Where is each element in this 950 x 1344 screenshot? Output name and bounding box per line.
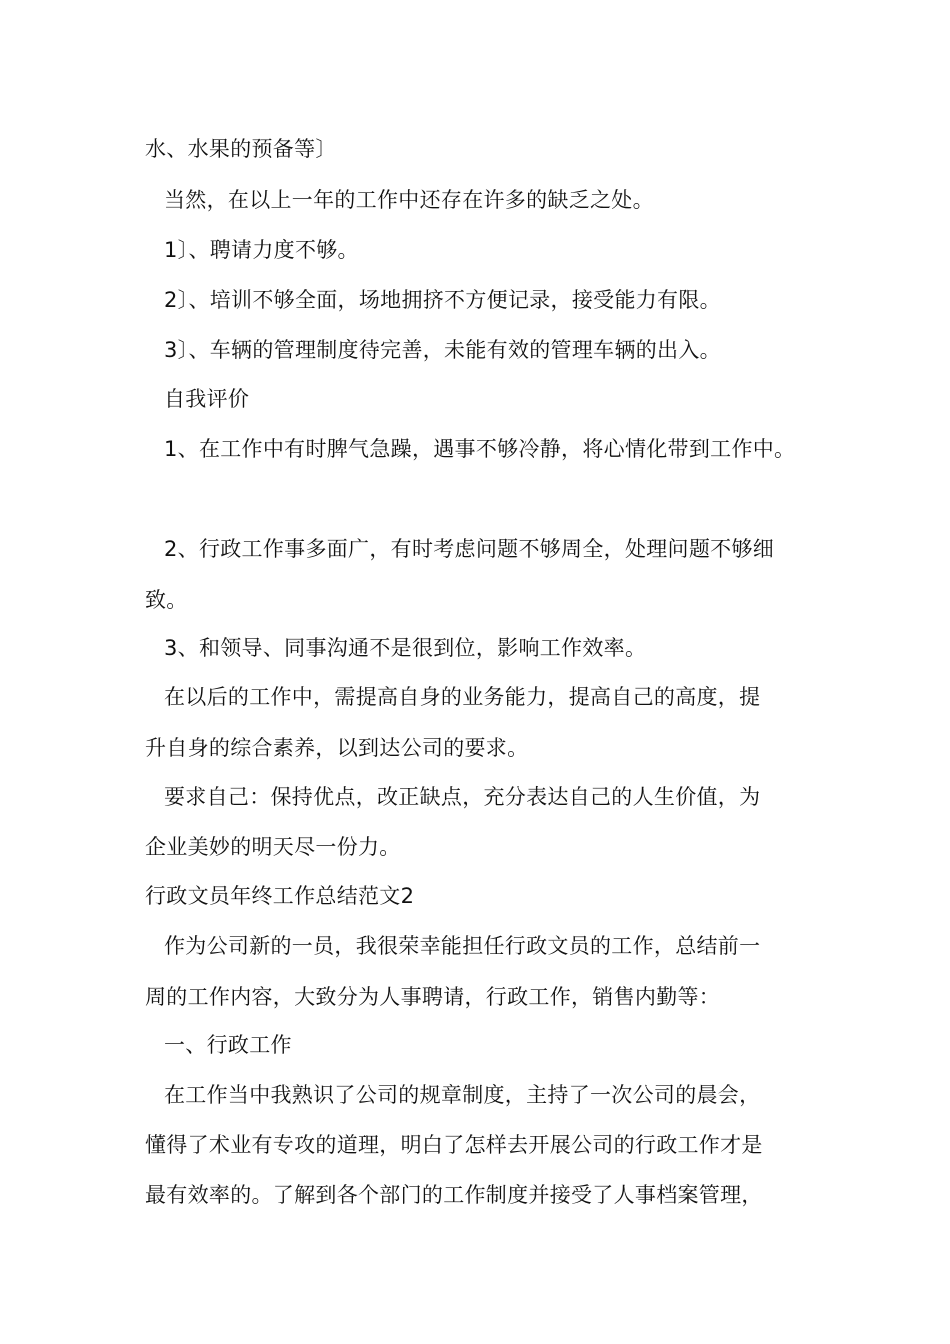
text-line: 水、水果的预备等〕 xyxy=(145,137,337,161)
section-heading: 自我评价 xyxy=(164,387,250,411)
text-line: 在工作当中我熟识了公司的规章制度，主持了一次公司的晨会， xyxy=(164,1083,761,1107)
list-item: 1〕、聘请力度不够。 xyxy=(164,238,359,262)
list-item: 3〕、车辆的管理制度待完善，未能有效的管理车辆的出入。 xyxy=(164,338,721,362)
text-line: 作为公司新的一员，我很荣幸能担任行政文员的工作，总结前一 xyxy=(164,934,761,958)
text-line: 要求自己：保持优点，改正缺点，充分表达自己的人生价值，为 xyxy=(164,785,761,809)
list-item: 2〕、培训不够全面，场地拥挤不方便记录，接受能力有限。 xyxy=(164,288,721,312)
text-line: 企业美妙的明天尽一份力。 xyxy=(145,835,401,859)
text-line: 升自身的综合素养，以到达公司的要求。 xyxy=(145,736,529,760)
list-item: 3、和领导、同事沟通不是很到位，影响工作效率。 xyxy=(164,636,647,660)
text-line: 在以后的工作中，需提高自身的业务能力，提高自己的高度，提 xyxy=(164,685,761,709)
text-line: 最有效率的。了解到各个部门的工作制度并接受了人事档案管理， xyxy=(145,1183,763,1207)
list-item: 2、行政工作事多面广，有时考虑问题不够周全，处理问题不够细 xyxy=(164,537,775,561)
text-line: 致。 xyxy=(145,588,188,612)
text-line: 当然，在以上一年的工作中还存在许多的缺乏之处。 xyxy=(164,188,654,212)
document-heading: 行政文员年终工作总结范文2 xyxy=(145,884,415,908)
text-line: 懂得了术业有专攻的道理，明白了怎样去开展公司的行政工作才是 xyxy=(145,1133,763,1157)
list-item: 1、在工作中有时脾气急躁，遇事不够冷静，将心情化带到工作中。 xyxy=(164,437,796,461)
section-heading: 一、行政工作 xyxy=(164,1033,292,1057)
text-line: 周的工作内容，大致分为人事聘请，行政工作，销售内勤等： xyxy=(145,985,721,1009)
